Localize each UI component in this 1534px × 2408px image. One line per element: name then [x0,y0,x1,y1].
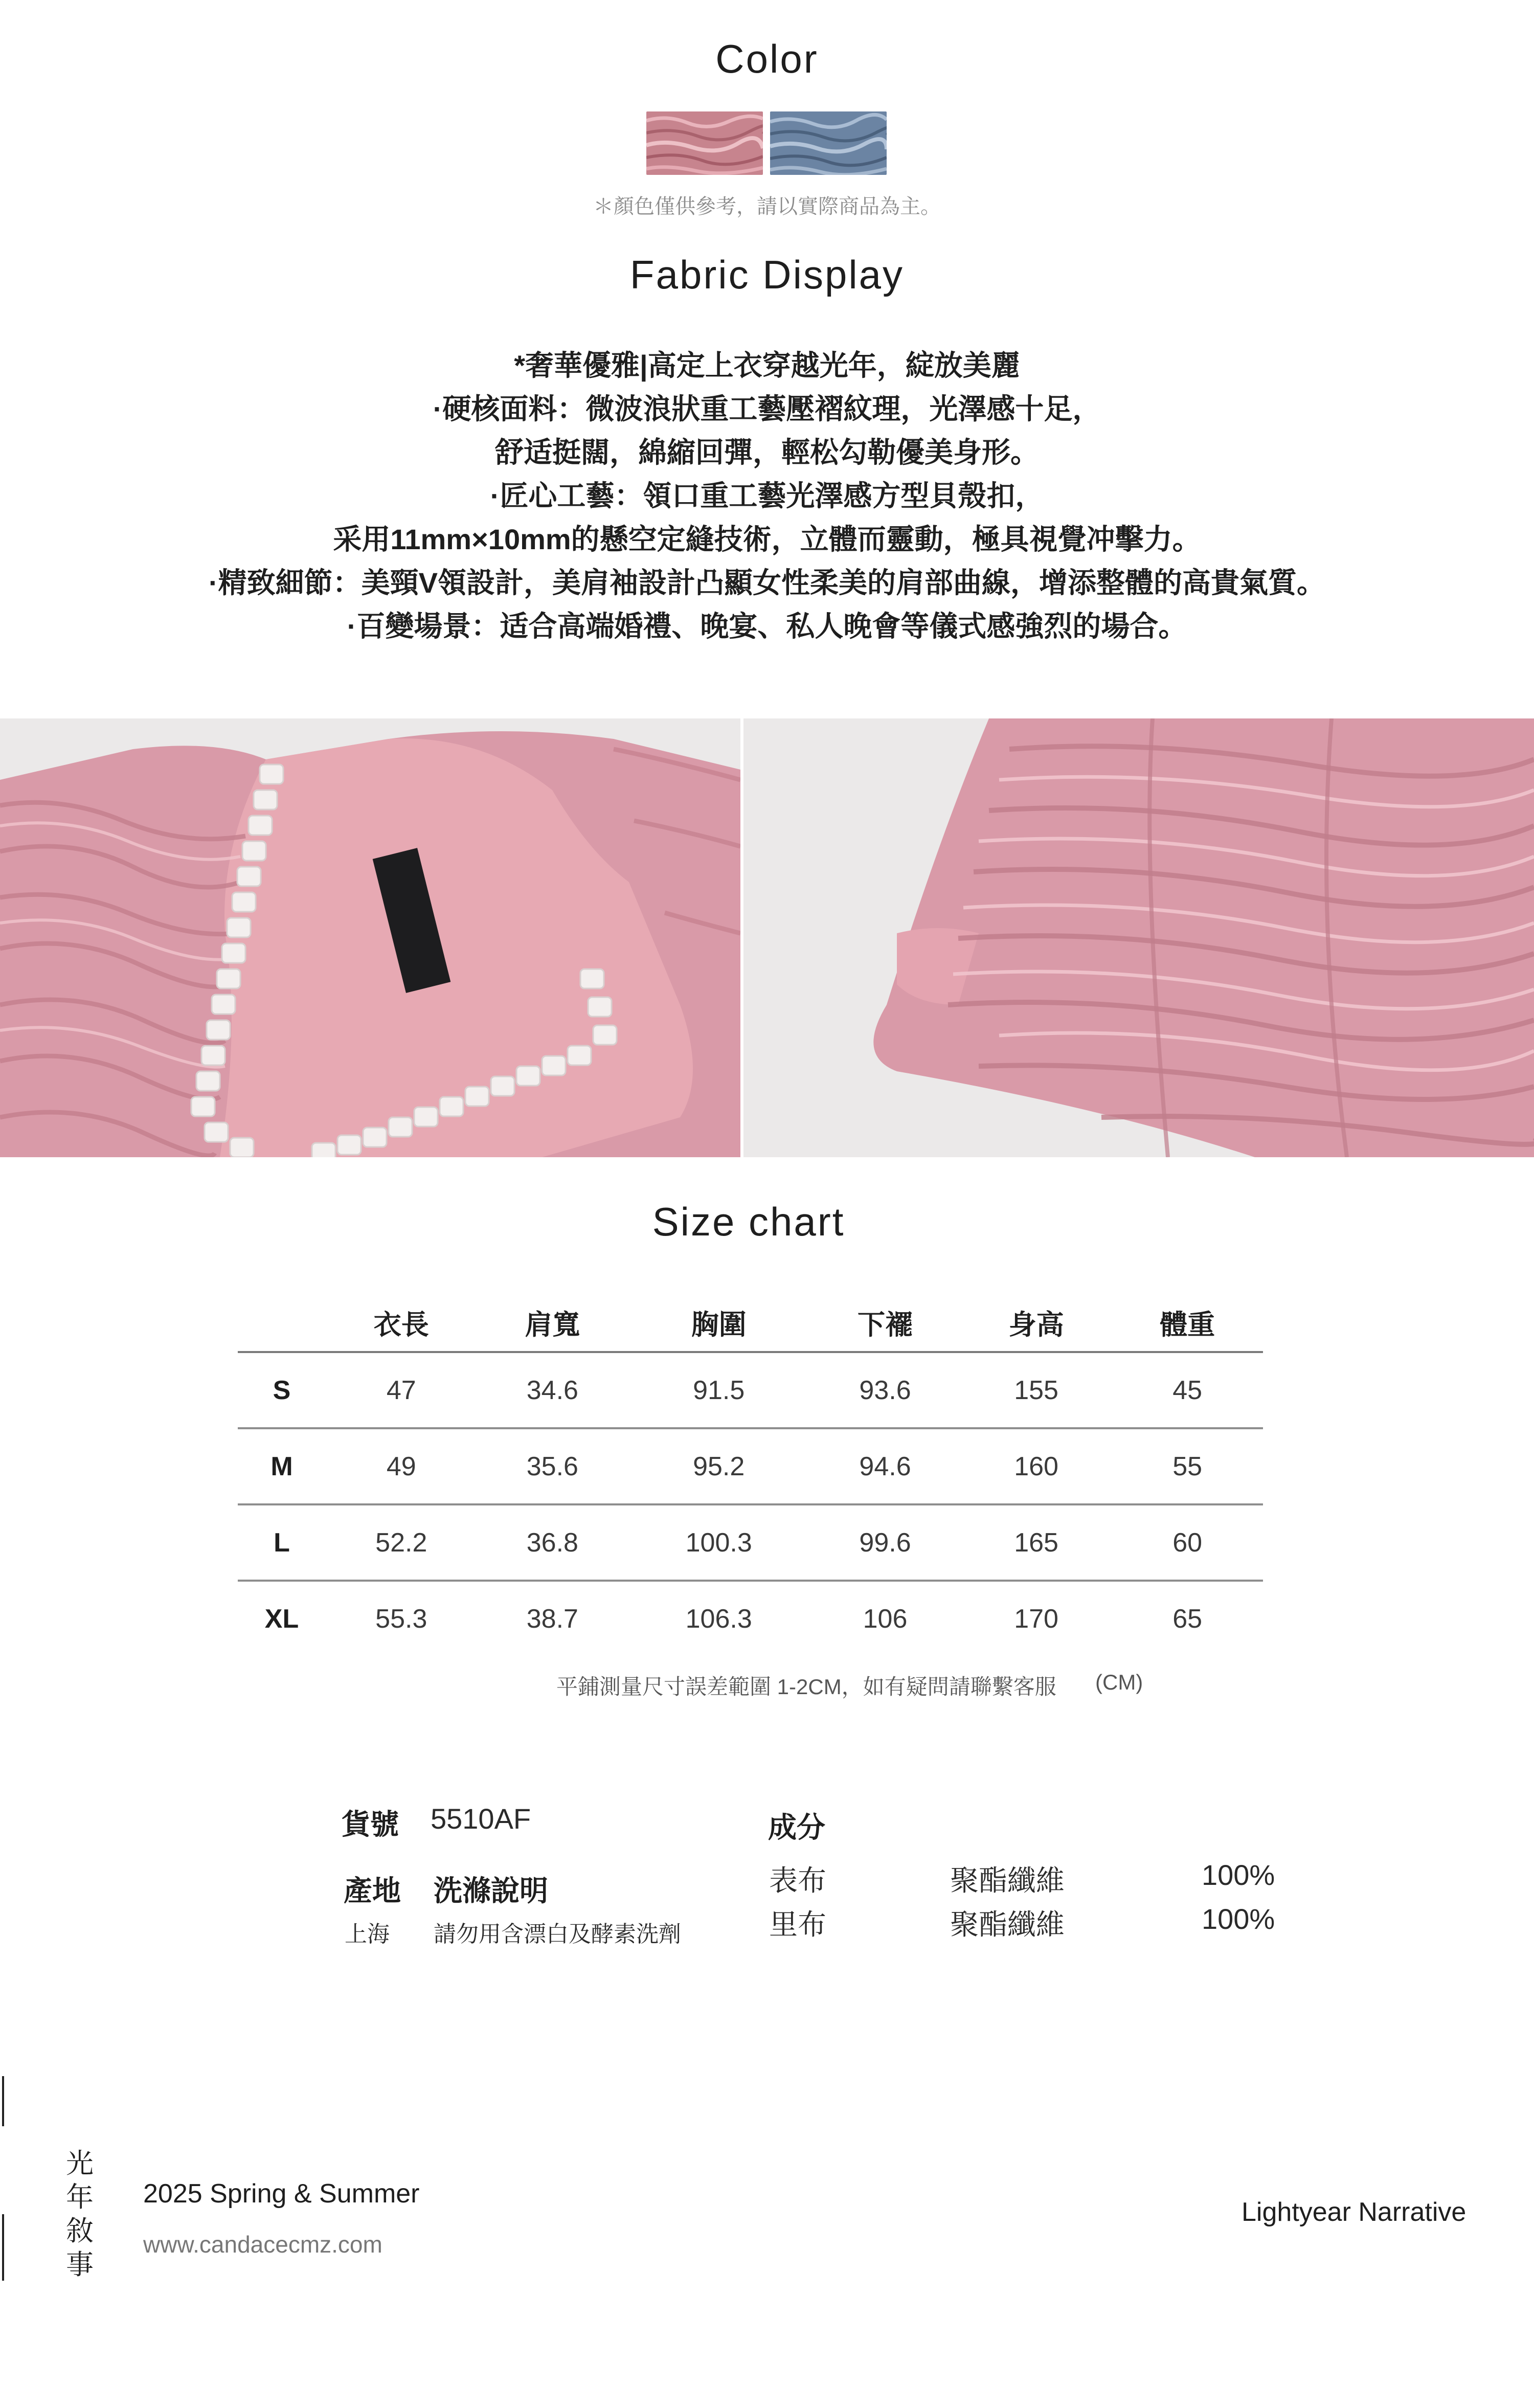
description-line: ·百變場景：适合高端婚禮、晚宴、私人晚會等儀式感強烈的場合。 [347,610,1187,642]
season-label: 2025 Spring & Summer [143,2179,420,2209]
table-cell: 55.3 [326,1581,477,1656]
size-chart-title: Size chart [652,1199,845,1244]
swatch-pink[interactable] [646,111,763,175]
header-empty [238,1294,326,1352]
wash-label: 洗滌說明 [434,1875,548,1907]
color-title: Color [715,36,819,81]
composition-material: 聚酯纖維 [950,1864,1065,1897]
description-line: 舒适挺闊，綿縮回彈，輕松勾勒優美身形。 [495,436,1039,468]
table-cell: 47 [326,1352,477,1428]
swatch-blue[interactable] [770,111,887,175]
table-cell: 55 [1112,1428,1263,1504]
composition-part: 表布 [769,1864,826,1897]
brand-vertical-mark [64,2147,95,2282]
table-row [238,1352,1263,1428]
table-cell: 91.5 [628,1352,809,1428]
brand-mark-char: 年 [66,2182,94,2213]
size-label: XL [238,1581,326,1656]
table-cell: 99.6 [809,1504,961,1581]
size-label: L [238,1504,326,1581]
size-note: 平鋪測量尺寸誤差範圍 1-2CM，如有疑問請聯繫客服 [556,1675,1056,1699]
table-cell: 52.2 [326,1504,477,1581]
table-cell: 100.3 [628,1504,809,1581]
table-cell: 93.6 [809,1352,961,1428]
table-cell: 170 [961,1581,1112,1656]
size-unit: (CM) [1095,1670,1143,1694]
description-line: ·精致細節：美頸V領設計，美肩袖設計凸顯女性柔美的肩部曲線，增添整體的高貴氣質。 [209,567,1325,599]
neckline-detail-photo [0,718,740,1157]
table-cell: 49 [326,1428,477,1504]
brand-mark-char: 敘 [66,2216,94,2246]
origin-label: 產地 [344,1875,401,1907]
table-cell: 95.2 [628,1428,809,1504]
header-cell: 衣長 [373,1309,429,1340]
brand-mark-char: 光 [66,2148,94,2179]
table-row [238,1581,1263,1656]
wash-instructions: 請勿用含漂白及酵素洗劑 [434,1922,681,1947]
composition-percent: 100% [1202,1903,1275,1935]
header-cell: 身高 [1008,1309,1064,1340]
table-cell: 36.8 [477,1504,628,1581]
description-line: 采用11mm×10mm的懸空定縫技術，立體而靈動，極具視覺冲擊力。 [333,523,1201,555]
item-number: 5510AF [431,1803,531,1835]
description-line: ·硬核面料：微波浪狀重工藝壓褶紋理，光澤感十足， [433,393,1101,425]
table-cell: 160 [961,1428,1112,1504]
fabric-title: Fabric Display [629,252,905,297]
size-table [238,1294,1263,1656]
table-cell: 94.6 [809,1428,961,1504]
table-cell: 155 [961,1352,1112,1428]
fabric-description [0,344,1534,648]
footer-accent-line [2,2214,4,2281]
composition-percent: 100% [1202,1859,1275,1891]
collection-name: Lightyear Narrative [1242,2197,1467,2227]
header-cell: 肩寬 [525,1309,580,1340]
website-link[interactable]: www.candacecmz.com [143,2231,382,2258]
composition-material: 聚酯纖維 [950,1908,1065,1941]
size-label: S [238,1352,326,1428]
description-line: *奢華優雅|高定上衣穿越光年，綻放美麗 [514,349,1020,381]
composition-part: 里布 [769,1908,826,1941]
table-cell: 165 [961,1504,1112,1581]
header-cell: 下襬 [858,1309,913,1340]
description-line: ·匠心工藝：領口重工藝光澤感方型貝殼扣， [490,480,1044,512]
table-cell: 45 [1112,1352,1263,1428]
color-note: ＊顏色僅供參考，請以實際商品為主。 [593,195,941,218]
table-cell: 38.7 [477,1581,628,1656]
brand-mark-char: 事 [66,2249,94,2280]
header-cell: 胸圍 [691,1309,747,1340]
size-table-header [238,1294,1263,1352]
item-number-label: 貨號 [342,1808,399,1840]
origin-value: 上海 [345,1922,390,1947]
composition-label: 成分 [768,1811,825,1843]
size-label: M [238,1428,326,1504]
footer-accent-line [2,2076,4,2126]
table-row [238,1428,1263,1504]
table-cell: 60 [1112,1504,1263,1581]
table-cell: 34.6 [477,1352,628,1428]
table-row [238,1504,1263,1581]
header-cell: 體重 [1160,1309,1215,1340]
table-cell: 35.6 [477,1428,628,1504]
table-cell: 106 [809,1581,961,1656]
hem-detail-photo [743,718,1534,1157]
table-cell: 106.3 [628,1581,809,1656]
table-cell: 65 [1112,1581,1263,1656]
